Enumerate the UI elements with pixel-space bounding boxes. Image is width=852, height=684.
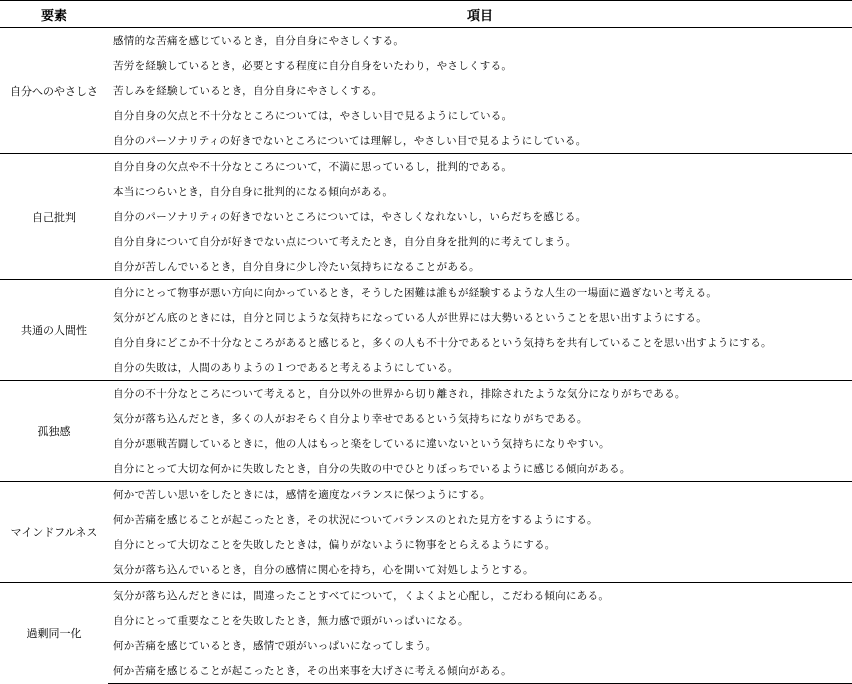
item-cell: 自分が悪戦苦闘しているときに，他の人はもっと楽をしているに違いないという気持ちになりやすい。	[113, 438, 610, 450]
item-cell: 苦しみを経験しているとき，自分自身にやさしくする。	[113, 85, 383, 97]
table-row	[0, 431, 852, 456]
table-row	[0, 28, 852, 54]
item-cell: 自分が苦しんでいるとき，自分自身に少し冷たい気持ちになることがある。	[113, 261, 480, 273]
table-row	[0, 330, 852, 355]
item-cell: 自分自身の欠点と不十分なところについては，やさしい目で見るようにしている。	[113, 110, 513, 122]
table-row	[0, 103, 852, 128]
element-cell: 孤独感	[0, 381, 108, 482]
item-cell: 自分にとって大切な何かに失敗したとき，自分の失敗の中でひとりぼっちでいるように感じる傾向がある。	[113, 463, 631, 475]
table-row	[0, 78, 852, 103]
element-cell: 自分へのやさしさ	[0, 28, 108, 154]
table-row	[0, 633, 852, 658]
table-row	[0, 381, 852, 407]
item-cell: 自分の不十分なところについて考えると，自分以外の世界から切り離され，排除されたような気分になりがちである。	[108, 381, 852, 407]
header-item: 項目	[108, 1, 852, 28]
item-cell: 何か苦痛を感じているとき，感情で頭がいっぱいになってしまう。	[113, 640, 437, 652]
table-row	[0, 456, 852, 482]
item-cell: 自分の失敗は，人間のありようの１つであると考えるようにしている。	[113, 362, 459, 374]
table-row	[0, 154, 852, 180]
table-row	[0, 608, 852, 633]
table-row	[0, 254, 852, 280]
item-cell: 自分自身の欠点や不十分なところについて，不満に思っているし，批判的である。	[108, 154, 852, 180]
table-row	[0, 355, 852, 381]
element-cell: 自己批判	[0, 154, 108, 280]
header-element: 要素	[0, 1, 108, 28]
item-cell: 何か苦痛を感じることが起こったとき，その出来事を大げさに考える傾向がある。	[108, 658, 852, 684]
table-row	[0, 557, 852, 583]
table-row	[0, 406, 852, 431]
element-cell: マインドフルネス	[0, 482, 108, 583]
table-row	[0, 507, 852, 532]
item-cell: 何かで苦しい思いをしたときには，感情を適度なバランスに保つようにする。	[108, 482, 852, 508]
table-row	[0, 204, 852, 229]
item-cell: 自分自身にどこか不十分なところがあると感じると，多くの人も不十分であるという気持ちを共有していることを思い出すようにする。	[113, 337, 772, 349]
item-cell: 気分がどん底のときには，自分と同じような気持ちになっている人が世界には大勢いるということを思い出すようにする。	[113, 312, 707, 324]
item-cell: 自分にとって重要なことを失敗したとき，無力感で頭がいっぱいになる。	[113, 615, 469, 627]
table-row	[0, 658, 852, 684]
item-cell: 気分が落ち込んだとき，多くの人がおそらく自分より幸せであるという気持ちになりがちである。	[113, 413, 588, 425]
item-cell: 気分が落ち込んでいるとき，自分の感情に関心を持ち，心を開いて対処しようとする。	[113, 564, 534, 576]
table-row	[0, 128, 852, 154]
item-cell: 気分が落ち込んだときには，間違ったことすべてについて，くよくよと心配し，こだわる傾向にある。	[108, 583, 852, 609]
item-cell: 本当につらいとき，自分自身に批判的になる傾向がある。	[113, 186, 394, 198]
table-row	[0, 305, 852, 330]
item-cell: 自分にとって大切なことを失敗したときは，偏りがないように物事をとらえるようにする。	[113, 539, 556, 551]
header-row	[0, 1, 852, 28]
table-row	[0, 532, 852, 557]
item-cell: 苦労を経験しているとき，必要とする程度に自分自身をいたわり，やさしくする。	[113, 60, 513, 72]
table-row	[0, 53, 852, 78]
element-cell: 過剰同一化	[0, 583, 108, 684]
element-cell: 共通の人間性	[0, 280, 108, 381]
table-row	[0, 229, 852, 254]
item-cell: 感情的な苦痛を感じているとき，自分自身にやさしくする。	[108, 28, 852, 54]
item-cell: 自分にとって物事が悪い方向に向かっているとき，そうした困難は誰もが経験するような人生の一場面に過ぎないと考える。	[108, 280, 852, 306]
table-row	[0, 280, 852, 306]
item-cell: 自分のパーソナリティの好きでないところについては理解し，やさしい目で見るようにしている。	[113, 135, 587, 147]
item-cell: 何か苦痛を感じることが起こったとき，その状況についてバランスのとれた見方をするようにする。	[113, 514, 598, 526]
item-cell: 自分自身について自分が好きでない点について考えたとき，自分自身を批判的に考えてしまう。	[113, 236, 577, 248]
table-row	[0, 482, 852, 508]
item-cell: 自分のパーソナリティの好きでないところについては，やさしくなれないし，いらだちを感じる。	[113, 211, 587, 223]
table-row	[0, 179, 852, 204]
table-row	[0, 583, 852, 609]
